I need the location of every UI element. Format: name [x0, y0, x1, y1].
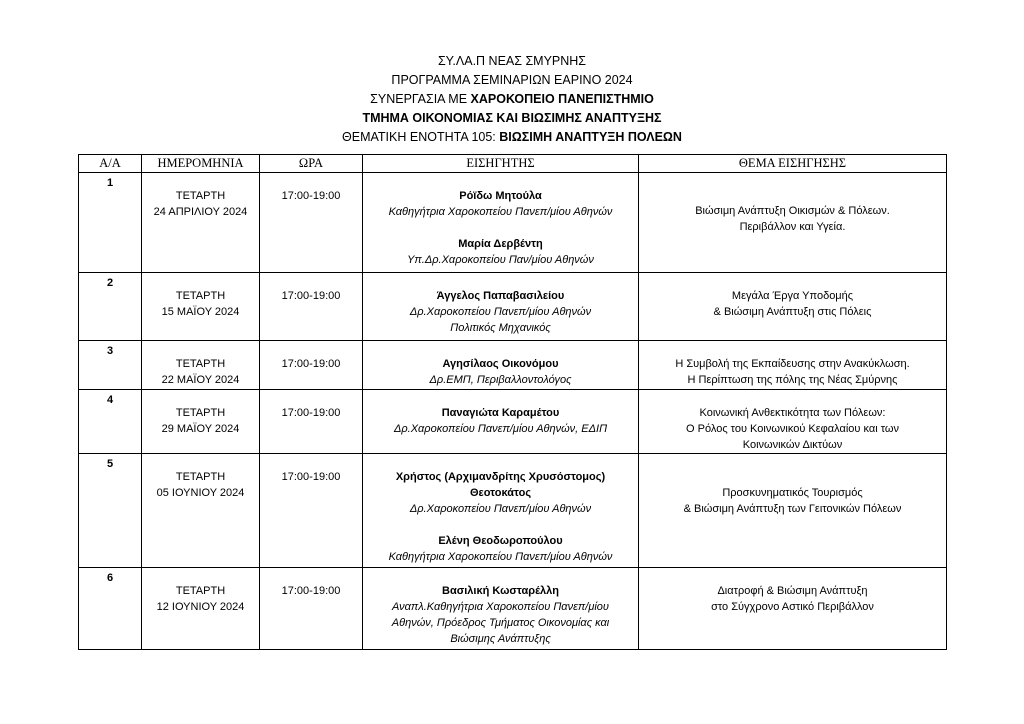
row-number: 4 — [79, 390, 142, 454]
speaker-cell — [363, 390, 639, 454]
time-cell: 17:00-19:00 — [260, 390, 363, 454]
date-cell — [142, 454, 260, 568]
header-speaker: ΕΙΣΗΓΗΤΗΣ — [363, 155, 639, 173]
topic-line: Προσκυνηματικός Τουρισμός — [722, 487, 863, 499]
speaker-name: Βασιλική Κωσταρέλλη — [442, 585, 559, 597]
table-row — [79, 173, 947, 273]
header-line-3-prefix: ΣΥΝΕΡΓΑΣΙΑ ΜΕ — [370, 92, 471, 106]
topic-cell — [639, 173, 947, 273]
topic-cell — [639, 454, 947, 568]
topic-line: στο Σύγχρονο Αστικό Περιβάλλον — [711, 601, 874, 613]
speaker-role: Δρ.Χαροκοπείου Πανεπ/μίου Αθηνών, ΕΔΙΠ — [393, 423, 608, 435]
time-cell: 17:00-19:00 — [260, 568, 363, 650]
speaker-role: Δρ.Χαροκοπείου Πανεπ/μίου Αθηνών — [409, 306, 592, 318]
speaker-role: Καθηγήτρια Χαροκοπείου Πανεπ/μίου Αθηνών — [388, 551, 613, 563]
time-cell: 17:00-19:00 — [260, 273, 363, 341]
header-line-3 — [0, 90, 1024, 109]
topic-line: Κοινωνική Ανθεκτικότητα των Πόλεων: — [699, 407, 886, 419]
table-row — [79, 390, 947, 454]
header-line-5-bold: ΒΙΩΣΙΜΗ ΑΝΑΠΤΥΞΗ ΠΟΛΕΩΝ — [499, 130, 682, 144]
date-label: 24 ΑΠΡΙΛΙΟΥ 2024 — [153, 206, 248, 218]
topic-line: Μεγάλα Έργα Υποδομής — [731, 290, 854, 302]
day-label: ΤΕΤΑΡΤΗ — [175, 585, 226, 597]
topic-line: & Βιώσιμη Ανάπτυξη στις Πόλεις — [713, 306, 872, 318]
header-line-5-prefix: ΘΕΜΑΤΙΚΗ ΕΝΟΤΗΤΑ 105: — [342, 130, 500, 144]
speaker-cell — [363, 273, 639, 341]
date-label: 29 ΜΑΪΟΥ 2024 — [161, 423, 240, 435]
document-header — [0, 52, 1024, 147]
header-line-2: ΠΡΟΓΡΑΜΜΑ ΣΕΜΙΝΑΡΙΩΝ ΕΑΡΙΝΟ 2024 — [391, 73, 633, 87]
speaker-cell — [363, 568, 639, 650]
topic-line: Η Συμβολή της Εκπαίδευσης στην Ανακύκλωση. — [675, 358, 910, 370]
topic-line: Ο Ρόλος του Κοινωνικού Κεφαλαίου και των — [686, 423, 899, 435]
header-line-3-bold: ΧΑΡΟΚΟΠΕΙΟ ΠΑΝΕΠΙΣΤΗΜΙΟ — [470, 92, 654, 106]
header-aa: Α/Α — [79, 155, 142, 173]
day-label: ΤΕΤΑΡΤΗ — [175, 358, 226, 370]
topic-line: Η Περίπτωση της πόλης της Νέας Σμύρνης — [687, 374, 898, 386]
date-label: 05 ΙΟΥΝΙΟΥ 2024 — [156, 487, 245, 499]
day-label: ΤΕΤΑΡΤΗ — [175, 407, 226, 419]
row-number: 1 — [79, 173, 142, 273]
date-cell — [142, 568, 260, 650]
topic-line: & Βιώσιμη Ανάπτυξη των Γειτονικών Πόλεων — [683, 503, 902, 515]
table-row — [79, 454, 947, 568]
speaker-cell — [363, 173, 639, 273]
speaker-name: Θεοτοκάτος — [469, 487, 532, 499]
row-number: 5 — [79, 454, 142, 568]
speaker-role: Αθηνών, Πρόεδρος Τμήματος Οικονομίας και — [391, 617, 610, 629]
speaker-role: Υπ.Δρ.Χαροκοπείου Παν/μίου Αθηνών — [407, 254, 594, 266]
date-cell — [142, 273, 260, 341]
date-cell — [142, 173, 260, 273]
topic-cell — [639, 273, 947, 341]
date-label: 22 ΜΑΪΟΥ 2024 — [161, 374, 240, 386]
topic-line: Διατροφή & Βιώσιμη Ανάπτυξη — [717, 585, 868, 597]
day-label: ΤΕΤΑΡΤΗ — [175, 471, 226, 483]
speaker-role: Βιώσιμης Ανάπτυξης — [450, 633, 551, 645]
speaker-name: Παναγιώτα Καραμέτου — [441, 407, 560, 419]
date-cell — [142, 390, 260, 454]
time-cell: 17:00-19:00 — [260, 341, 363, 390]
speaker-cell — [363, 341, 639, 390]
speaker-name: Αγησίλαος Οικονόμου — [442, 358, 559, 370]
topic-line: Κοινωνικών Δικτύων — [742, 439, 843, 451]
header-line-1: ΣΥ.ΛΑ.Π ΝΕΑΣ ΣΜΥΡΝΗΣ — [437, 54, 587, 68]
topic-line: Βιώσιμη Ανάπτυξη Οικισμών & Πόλεων. — [695, 205, 890, 217]
row-number: 3 — [79, 341, 142, 390]
header-date: ΗΜΕΡΟΜΗΝΙΑ — [142, 155, 260, 173]
date-label: 12 ΙΟΥΝΙΟΥ 2024 — [156, 601, 245, 613]
speaker-role: Καθηγήτρια Χαροκοπείου Πανεπ/μίου Αθηνών — [388, 206, 613, 218]
table-row — [79, 341, 947, 390]
date-label: 15 ΜΑΪΟΥ 2024 — [161, 306, 240, 318]
table-row — [79, 273, 947, 341]
topic-cell — [639, 568, 947, 650]
seminar-schedule-table — [78, 154, 947, 650]
day-label: ΤΕΤΑΡΤΗ — [175, 190, 226, 202]
speaker-role: Δρ.ΕΜΠ, Περιβαλλοντολόγος — [429, 374, 572, 386]
topic-cell — [639, 341, 947, 390]
time-cell: 17:00-19:00 — [260, 173, 363, 273]
speaker-name: Χρήστος (Αρχιμανδρίτης Χρυσόστομος) — [395, 471, 606, 483]
speaker-role: Αναπλ.Καθηγήτρια Χαροκοπείου Πανεπ/μίου — [392, 601, 609, 613]
header-line-4: ΤΜΗΜΑ ΟΙΚΟΝΟΜΙΑΣ ΚΑΙ ΒΙΩΣΙΜΗΣ ΑΝΑΠΤΥΞΗΣ — [362, 111, 662, 125]
speaker-role: Πολιτικός Μηχανικός — [450, 322, 551, 334]
time-cell: 17:00-19:00 — [260, 454, 363, 568]
row-number: 6 — [79, 568, 142, 650]
topic-cell — [639, 390, 947, 454]
speaker-name: Ρόϊδω Μητούλα — [459, 190, 542, 202]
topic-line: Περιβάλλον και Υγεία. — [739, 221, 846, 233]
header-time: ΩΡΑ — [260, 155, 363, 173]
date-cell — [142, 341, 260, 390]
table-header-row — [79, 155, 947, 173]
header-topic: ΘΕΜΑ ΕΙΣΗΓΗΣΗΣ — [639, 155, 947, 173]
speaker-name: Ελένη Θεοδωροπούλου — [438, 535, 563, 547]
row-number: 2 — [79, 273, 142, 341]
speaker-cell — [363, 454, 639, 568]
day-label: ΤΕΤΑΡΤΗ — [175, 290, 226, 302]
header-line-5 — [0, 128, 1024, 147]
speaker-role: Δρ.Χαροκοπείου Πανεπ/μίου Αθηνών — [409, 503, 592, 515]
table-row — [79, 568, 947, 650]
speaker-name: Άγγελος Παπαβασιλείου — [436, 290, 565, 302]
speaker-name: Μαρία Δερβέντη — [458, 238, 543, 250]
